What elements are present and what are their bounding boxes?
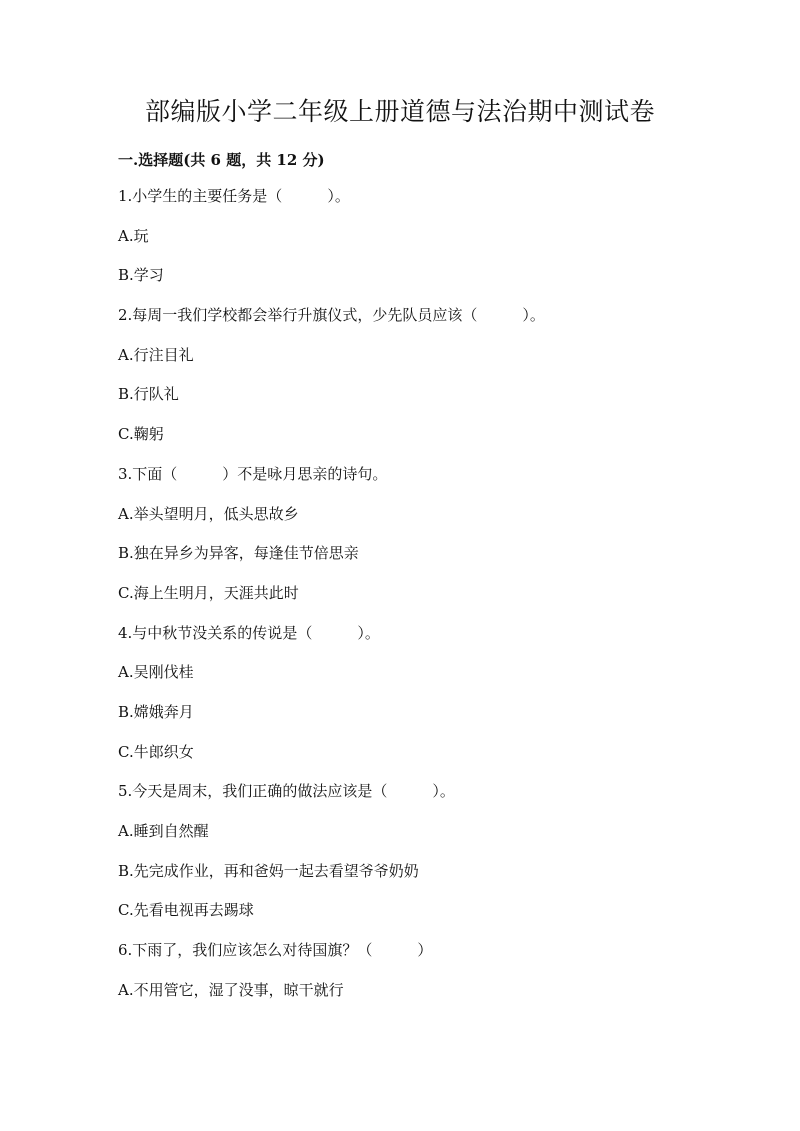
question-list bbox=[118, 184, 738, 1017]
question-1-option-b: B.学习 bbox=[118, 266, 164, 285]
page-title: 部编版小学二年级上册道德与法治期中测试卷 bbox=[144, 97, 655, 126]
question-1-stem: 1.小学生的主要任务是（ ）。 bbox=[118, 187, 350, 205]
question-6-stem: 6.下雨了，我们应该怎么对待国旗？（ ） bbox=[118, 941, 433, 960]
question-3-option-c: C.海上生明月，天涯共此时 bbox=[118, 583, 299, 602]
question-4-option-c: C.牛郎织女 bbox=[118, 742, 194, 761]
question-4-option-b: B.嫦娥奔月 bbox=[118, 702, 194, 721]
question-5-option-b: B.先完成作业，再和爸妈一起去看望爷爷奶奶 bbox=[118, 861, 419, 880]
question-2-stem: 2.每周一我们学校都会举行升旗仪式，少先队员应该（ ）。 bbox=[118, 306, 545, 325]
question-2-option-b: B.行队礼 bbox=[118, 385, 179, 404]
question-3-option-b: B.独在异乡为异客，每逢佳节倍思亲 bbox=[118, 544, 359, 563]
question-1-option-a: A.玩 bbox=[118, 226, 149, 245]
question-2-option-c: C.鞠躬 bbox=[118, 425, 164, 444]
question-5-option-c: C.先看电视再去踢球 bbox=[118, 901, 254, 920]
question-2-option-a: A.行注目礼 bbox=[118, 345, 194, 364]
question-3-stem: 3.下面（ ）不是咏月思亲的诗句。 bbox=[118, 464, 388, 483]
question-4-option-a: A.吴刚伐桂 bbox=[118, 663, 194, 682]
section-heading: 一.选择题(共 6 题，共 12 分) bbox=[118, 151, 325, 169]
question-4-stem: 4.与中秋节没关系的传说是（ ）。 bbox=[118, 623, 380, 642]
question-6-option-a: A.不用管它，湿了没事，晾干就行 bbox=[118, 980, 344, 999]
question-5-option-a: A.睡到自然醒 bbox=[118, 822, 209, 840]
question-3-option-a: A.举头望明月，低头思故乡 bbox=[118, 504, 299, 523]
question-5-stem: 5.今天是周末，我们正确的做法应该是（ ）。 bbox=[118, 782, 455, 801]
